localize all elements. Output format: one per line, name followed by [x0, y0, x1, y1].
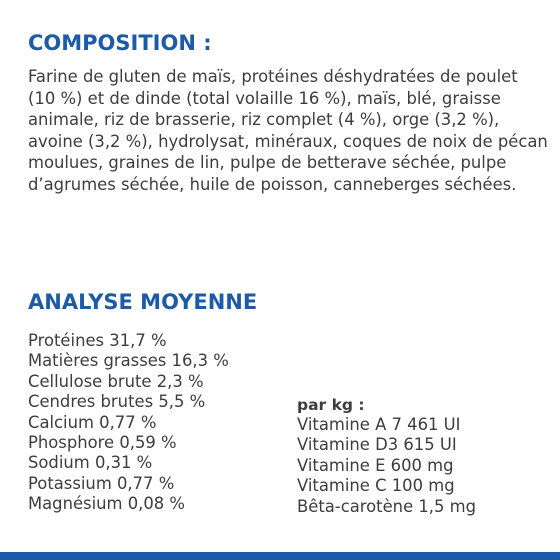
- nutrient-item: Matières grasses 16,3 %: [28, 351, 229, 371]
- nutrient-item: Sodium 0,31 %: [28, 453, 153, 473]
- composition-text: Farine de gluten de maïs, protéines déshydratées de poulet (10 %) et de dinde (total volaille 16 %), maïs, blé, graisse animale, riz de brasserie, riz complet (4 %), orge (3,2 %), avoine (3,2 %), hydrolysat, minéraux, coques de noix de pécan moulues, graines de lin, pulpe de betterave séchée, pulpe d’agrumes séchée, huile de poisson, canneberges séchées.: [28, 67, 548, 194]
- nutrient-item: Phosphore 0,59 %: [28, 432, 177, 452]
- vitamin-item: Vitamine D3 615 UI: [297, 435, 457, 455]
- composition-heading: COMPOSITION :: [28, 31, 212, 55]
- analysis-heading: ANALYSE MOYENNE: [28, 290, 258, 314]
- nutrient-list: [28, 331, 229, 515]
- vitamins-header: par kg :: [297, 396, 365, 414]
- vitamin-item: Bêta-carotène 1,5 mg: [297, 496, 477, 516]
- bottom-accent-bar: [0, 552, 560, 560]
- vitamin-item: Vitamine A 7 461 UI: [297, 415, 461, 434]
- nutrient-item: Cendres brutes 5,5 %: [28, 392, 206, 412]
- vitamin-list: [297, 415, 476, 517]
- vitamin-item: Vitamine C 100 mg: [297, 476, 455, 496]
- nutrient-item: Magnésium 0,08 %: [28, 494, 185, 514]
- nutrient-item: Protéines 31,7 %: [28, 331, 167, 350]
- nutrient-item: Cellulose brute 2,3 %: [28, 371, 204, 391]
- nutrient-item: Potassium 0,77 %: [28, 473, 175, 493]
- nutrient-item: Calcium 0,77 %: [28, 412, 157, 432]
- vitamin-item: Vitamine E 600 mg: [297, 455, 454, 475]
